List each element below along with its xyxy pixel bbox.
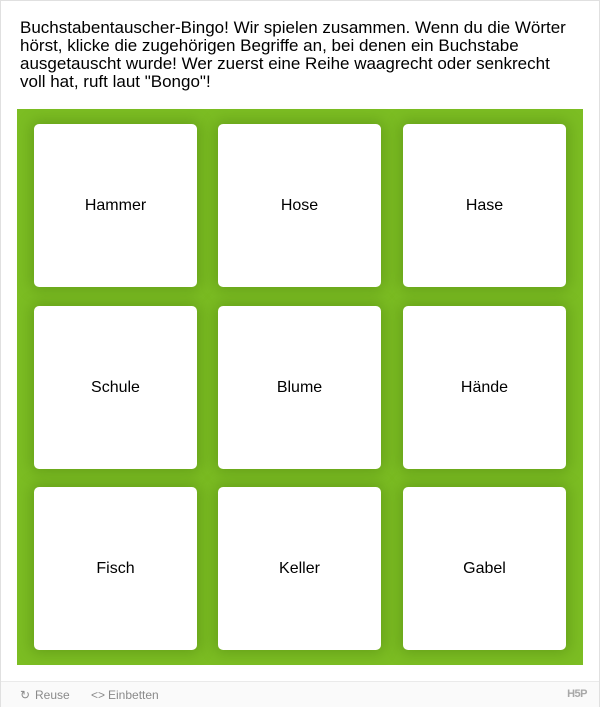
bingo-cell[interactable]: Gabel: [403, 487, 566, 650]
reuse-button[interactable]: [18, 688, 70, 702]
bingo-board: [17, 109, 583, 665]
reuse-label: Reuse: [35, 688, 70, 702]
bingo-cell[interactable]: Keller: [218, 487, 381, 650]
bingo-cell[interactable]: Hose: [218, 124, 381, 287]
refresh-icon: ↻: [19, 688, 31, 702]
h5p-logo[interactable]: H5P: [567, 688, 587, 700]
h5p-footer: [1, 681, 599, 707]
bingo-cell[interactable]: Hände: [403, 306, 566, 469]
bingo-cell[interactable]: Blume: [218, 306, 381, 469]
embed-button[interactable]: [91, 688, 159, 702]
bingo-cell[interactable]: Hammer: [34, 124, 197, 287]
bingo-cell[interactable]: Hase: [403, 124, 566, 287]
bingo-cell[interactable]: Schule: [34, 306, 197, 469]
code-icon: <>: [91, 688, 106, 702]
bingo-cell[interactable]: Fisch: [34, 487, 197, 650]
instructions-text: Buchstabentauscher-Bingo! Wir spielen zusammen. Wenn du die Wörter hörst, klicke die zugehörigen Begriffe an, bei denen ein Buchstabe ausgetauscht wurde! Wer zuerst eine Reihe waagrecht oder senkrecht voll hat, ruft laut "Bongo"!: [20, 18, 566, 91]
embed-label: Einbetten: [108, 688, 159, 702]
